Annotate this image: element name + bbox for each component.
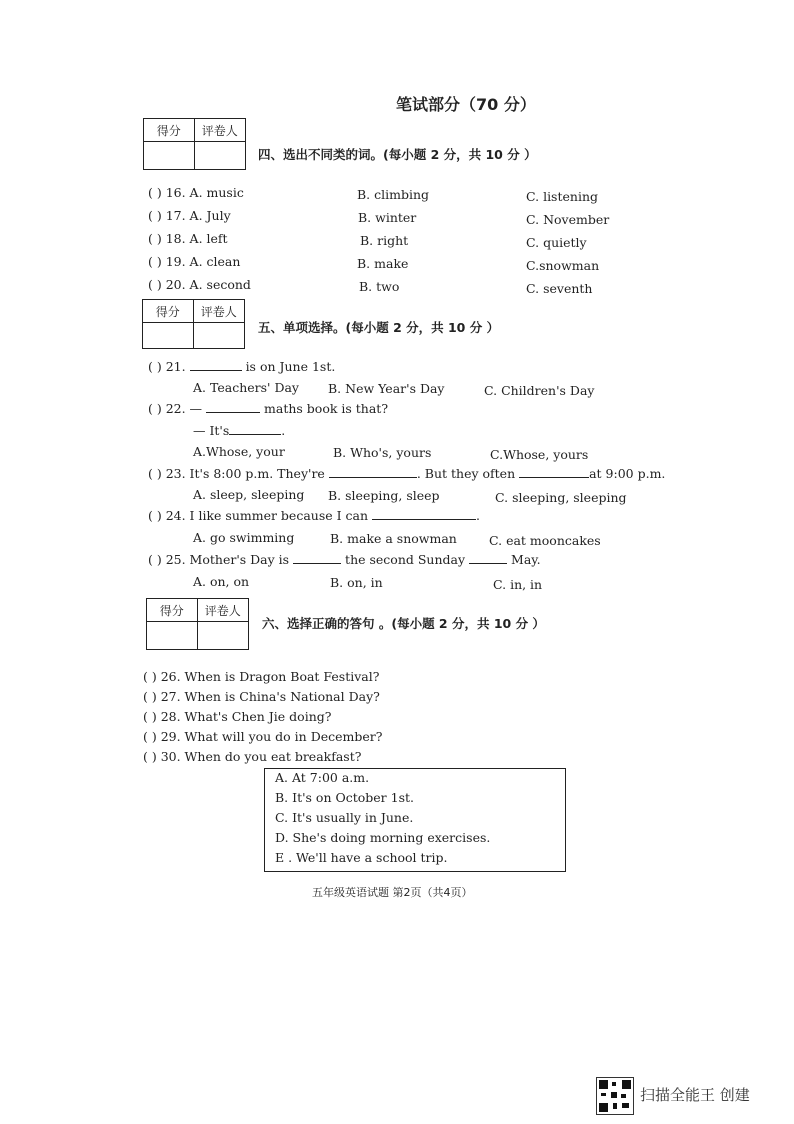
question-23-option-a: A. sleep, sleeping (193, 487, 305, 502)
page-footer: 五年级英语试题 第2页（共4页） (312, 886, 473, 899)
question-22-option-b: B. Who's, yours (333, 445, 432, 460)
answer-options-box (264, 768, 566, 872)
question-22 (148, 401, 388, 416)
question-22-reply (193, 423, 285, 438)
question-24-end: . (476, 508, 480, 523)
question-16-option-b: B. climbing (357, 187, 430, 202)
question-23-option-c: C. sleeping, sleeping (495, 490, 627, 505)
answer-blank (519, 467, 589, 478)
section-6-heading: 六、选择正确的答句 。(每小题 2 分，共 10 分 ） (262, 616, 545, 631)
question-18-option-c: C. quietly (526, 235, 587, 250)
answer-option-d: D. She's doing morning exercises. (275, 830, 491, 845)
question-23-mid: . But they often (416, 466, 516, 481)
answer-blank (229, 424, 281, 435)
answer-blank (329, 467, 417, 478)
question-21-option-c: C. Children's Day (484, 383, 595, 398)
question-21-text: is on June 1st. (245, 359, 336, 374)
answer-blank (372, 509, 476, 520)
question-23 (148, 466, 665, 481)
score-label: 得分 (144, 119, 195, 142)
answer-blank (469, 553, 507, 564)
answer-option-a: A. At 7:00 a.m. (275, 770, 370, 785)
question-25-option-c: C. in, in (493, 577, 543, 592)
question-21-option-b: B. New Year's Day (328, 381, 445, 396)
score-box-section-4 (143, 118, 246, 170)
question-21-number: ( ) 21. (148, 359, 186, 374)
question-22-reply-end: . (281, 423, 286, 438)
grader-label: 评卷人 (198, 599, 249, 622)
question-19: ( ) 19. A. clean (148, 254, 241, 269)
question-17-option-c: C. November (526, 212, 610, 227)
score-cell (144, 142, 195, 169)
question-21-option-a: A. Teachers' Day (193, 380, 299, 395)
question-23-option-b: B. sleeping, sleep (328, 488, 440, 503)
scanner-watermark: 扫描全能王 创建 (640, 1086, 750, 1104)
question-16-option-c: C. listening (526, 189, 598, 204)
section-5-heading: 五、单项选择。(每小题 2 分，共 10 分 ） (258, 320, 500, 335)
question-23-end: at 9:00 p.m. (589, 466, 666, 481)
question-24-option-a: A. go swimming (193, 530, 295, 545)
answer-option-e: E . We'll have a school trip. (275, 850, 448, 865)
question-25-option-a: A. on, on (193, 574, 250, 589)
section-4-heading: 四、选出不同类的词。(每小题 2 分，共 10 分 ） (258, 147, 537, 162)
grader-label: 评卷人 (194, 300, 245, 323)
question-18: ( ) 18. A. left (148, 231, 228, 246)
question-22-reply-start: — It's (193, 423, 230, 438)
question-20-option-b: B. two (359, 279, 400, 294)
question-27: ( ) 27. When is China's National Day? (143, 689, 380, 704)
question-22-option-a: A.Whose, your (193, 444, 285, 459)
question-20-option-c: C. seventh (526, 281, 593, 296)
answer-blank (206, 402, 260, 413)
grader-cell (195, 142, 246, 169)
question-21 (148, 359, 335, 374)
question-26: ( ) 26. When is Dragon Boat Festival? (143, 669, 380, 684)
score-label: 得分 (143, 300, 194, 323)
question-17: ( ) 17. A. July (148, 208, 231, 223)
answer-option-c: C. It's usually in June. (275, 810, 414, 825)
question-25 (148, 552, 541, 567)
grader-cell (194, 323, 245, 348)
question-17-option-b: B. winter (358, 210, 417, 225)
score-box-section-5 (142, 299, 245, 349)
question-25-mid: the second Sunday (345, 552, 466, 567)
qr-code-icon (596, 1077, 634, 1115)
question-22-text: maths book is that? (264, 401, 389, 416)
question-24-option-b: B. make a snowman (330, 531, 457, 546)
score-cell (143, 323, 194, 348)
question-18-option-b: B. right (360, 233, 409, 248)
score-box-section-6 (146, 598, 249, 650)
question-24-option-c: C. eat mooncakes (489, 533, 601, 548)
question-24 (148, 508, 480, 523)
page-title: 笔试部分（70 分） (396, 95, 536, 114)
question-30: ( ) 30. When do you eat breakfast? (143, 749, 362, 764)
answer-blank (190, 360, 242, 371)
question-29: ( ) 29. What will you do in December? (143, 729, 383, 744)
grader-label: 评卷人 (195, 119, 246, 142)
question-20: ( ) 20. A. second (148, 277, 251, 292)
question-25-start: ( ) 25. Mother's Day is (148, 552, 290, 567)
question-25-option-b: B. on, in (330, 575, 383, 590)
question-24-start: ( ) 24. I like summer because I can (148, 508, 369, 523)
question-23-start: ( ) 23. It's 8:00 p.m. They're (148, 466, 325, 481)
score-cell (147, 622, 198, 649)
grader-cell (198, 622, 249, 649)
question-19-option-c: C.snowman (526, 258, 600, 273)
question-28: ( ) 28. What's Chen Jie doing? (143, 709, 332, 724)
question-16: ( ) 16. A. music (148, 185, 244, 200)
question-22-number: ( ) 22. — (148, 401, 203, 416)
question-25-end: May. (511, 552, 541, 567)
question-22-option-c: C.Whose, yours (490, 447, 589, 462)
score-label: 得分 (147, 599, 198, 622)
question-19-option-b: B. make (357, 256, 409, 271)
answer-blank (293, 553, 341, 564)
answer-option-b: B. It's on October 1st. (275, 790, 414, 805)
